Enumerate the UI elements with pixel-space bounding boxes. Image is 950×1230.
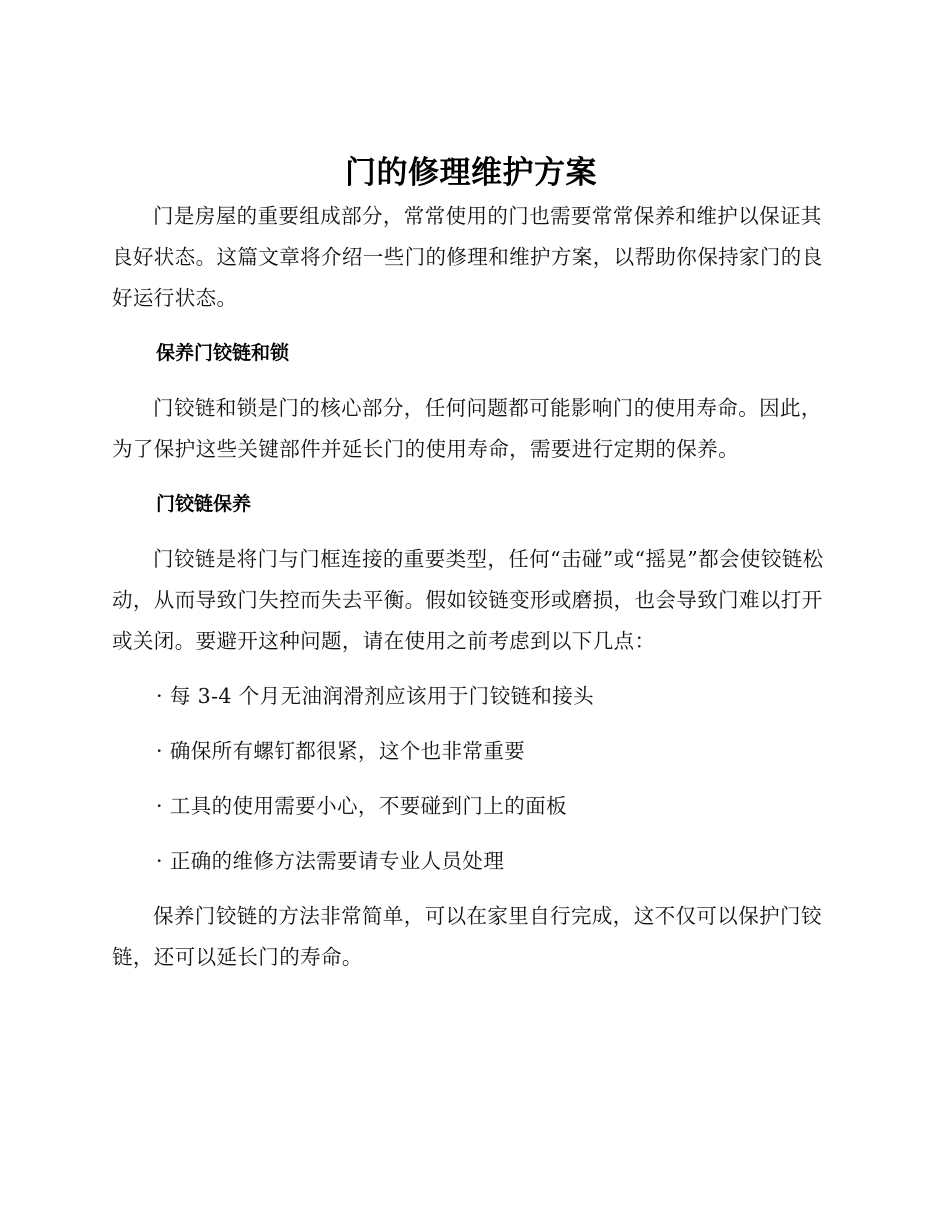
section-heading-hinge-maintenance: 门铰链保养	[156, 493, 252, 515]
closing-paragraph: 保养门铰链的方法非常简单，可以在家里自行完成，这不仅可以保护门铰链，还可以延长门的寿命。	[112, 904, 822, 969]
document-title: 门的修理维护方案	[345, 155, 597, 191]
section-paragraph-hinges-and-locks: 门铰链和锁是门的核心部分，任何问题都可能影响门的使用寿命。因此，为了保护这些关键部件并延长门的使用寿命，需要进行定期的保养。	[112, 396, 822, 461]
list-item: · 每 3-4 个月无油润滑剂应该用于门铰链和接头	[156, 684, 595, 708]
intro-paragraph: 门是房屋的重要组成部分，常常使用的门也需要常常保养和维护以保证其良好状态。这篇文章将介绍一些门的修理和维护方案，以帮助你保持家门的良好运行状态。	[112, 204, 823, 310]
document-page	[112, 150, 830, 978]
list-item: · 确保所有螺钉都很紧，这个也非常重要	[156, 739, 526, 763]
section-paragraph-hinge-maintenance: 门铰链是将门与门框连接的重要类型，任何“击碰”或“摇晃”都会使铰链松动，从而导致门失控而失去平衡。假如铰链变形或磨损，也会导致门难以打开或关闭。要避开这种问题，请在使用之前考虑到以下几点：	[112, 547, 824, 653]
list-item: · 工具的使用需要小心，不要碰到门上的面板	[156, 794, 567, 818]
section-heading-hinges-and-locks: 保养门铰链和锁	[156, 342, 290, 364]
list-item: · 正确的维修方法需要请专业人员处理	[156, 849, 505, 873]
